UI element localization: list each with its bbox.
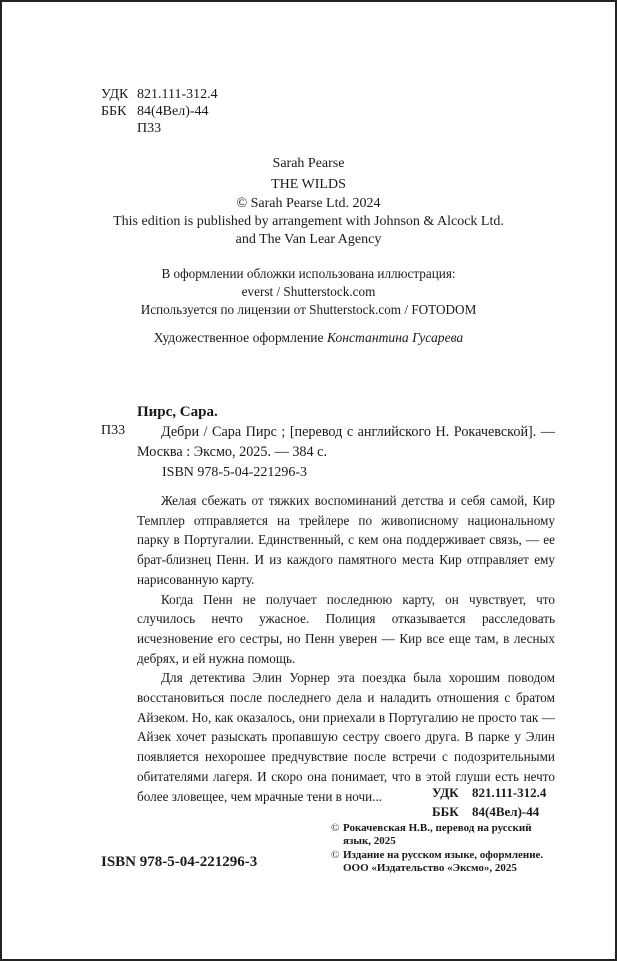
copyright-notice <box>331 822 543 849</box>
classification-codes-bottom <box>432 783 546 821</box>
bib-author-heading: Пирс, Сара. <box>137 404 218 420</box>
arrangement-line-2: and The Van Lear Agency <box>235 232 382 247</box>
copyright-notice <box>331 849 543 876</box>
bbk-label: ББК <box>101 104 127 119</box>
copyright-icon: © <box>331 848 340 861</box>
original-title: THE WILDS <box>271 177 346 192</box>
art-design-label: Художественное оформление <box>153 330 324 345</box>
imprint-page <box>2 2 615 959</box>
author-sign: П33 <box>137 121 162 136</box>
annotation <box>137 491 555 806</box>
annotation-paragraph: Когда Пенн не получает последнюю карту, он чувствует, что случилось нечто ужасное. Полиция отказывается расследовать исчезновение его сестры, но Пенн уверен — Кир все еще там, в лесных дебрях, и ей нужна помощь. <box>137 591 555 666</box>
annotation-paragraph: Желая сбежать от тяжких воспоминаний детства и себя самой, Кир Темплер отправляется на трейлере по живописному национальному парку в Португалии. Единственный, с кем она поддерживает связь, — ее брат-близнец Пенн. И из каждого памятного места Кир отправляет ему нарисованную карту. <box>137 493 555 587</box>
bib-isbn: ISBN 978-5-04-221296-3 <box>162 465 308 480</box>
cover-license-line-1: В оформлении обложки использована иллюстрация: <box>161 266 456 281</box>
copyright-text: Издание на русском языке, оформление. ООО «Издательство «Эксмо», 2025 <box>343 848 544 875</box>
art-designer-name: Константина Гусарева <box>326 330 464 345</box>
udk-label: УДК <box>101 87 129 102</box>
classification-codes-top <box>101 86 218 137</box>
copyright-text: Рокачевская Н.В., перевод на русский язык, 2025 <box>343 822 532 848</box>
bib-description-text: Дебри / Сара Пирс ; [перевод с английского Н. Рокачевской]. — Москва : Эксмо, 2025. — 384 с. <box>137 424 555 460</box>
copyright-notices <box>331 822 543 876</box>
annotation-paragraph: Для детектива Элин Уорнер эта поездка была хорошим поводом восстановиться после последнего дела и наладить отношения с братом Айзеком. Но, как оказалось, они приехали в Португалию не просто так — Айзек хочет разыскать пропавшую сестру своего друга. В парке у Элин появляется нехорошее предчувствие после встречи с подозрительными обитателями лагеря. И скоро она понимает, что в этой глуши есть нечто более зловещее, чем мрачные тени в ночи... <box>137 670 555 804</box>
cover-license-line-2: everst / Shutterstock.com <box>241 284 376 299</box>
udk-label: УДК <box>432 785 459 800</box>
bbk-label: ББК <box>432 804 459 819</box>
bbk-value: 84(4Вел)-44 <box>137 104 209 119</box>
original-copyright: © Sarah Pearse Ltd. 2024 <box>236 196 381 211</box>
arrangement-line-1: This edition is published by arrangement with Johnson & Alcock Ltd. <box>113 214 504 229</box>
bbk-value: 84(4Вел)-44 <box>472 804 540 819</box>
copyright-icon: © <box>331 822 340 834</box>
udk-value: 821.111-312.4 <box>137 87 218 102</box>
original-author: Sarah Pearse <box>272 156 345 171</box>
art-design-credit <box>2 330 615 346</box>
udk-value: 821.111-312.4 <box>472 785 547 800</box>
bib-author-sign: П33 <box>101 423 126 438</box>
footer-isbn: ISBN 978-5-04-221296-3 <box>101 854 258 870</box>
bib-description <box>137 423 555 462</box>
cover-license-line-3: Используется по лицензии от Shutterstock.com / FOTODOM <box>140 302 477 317</box>
